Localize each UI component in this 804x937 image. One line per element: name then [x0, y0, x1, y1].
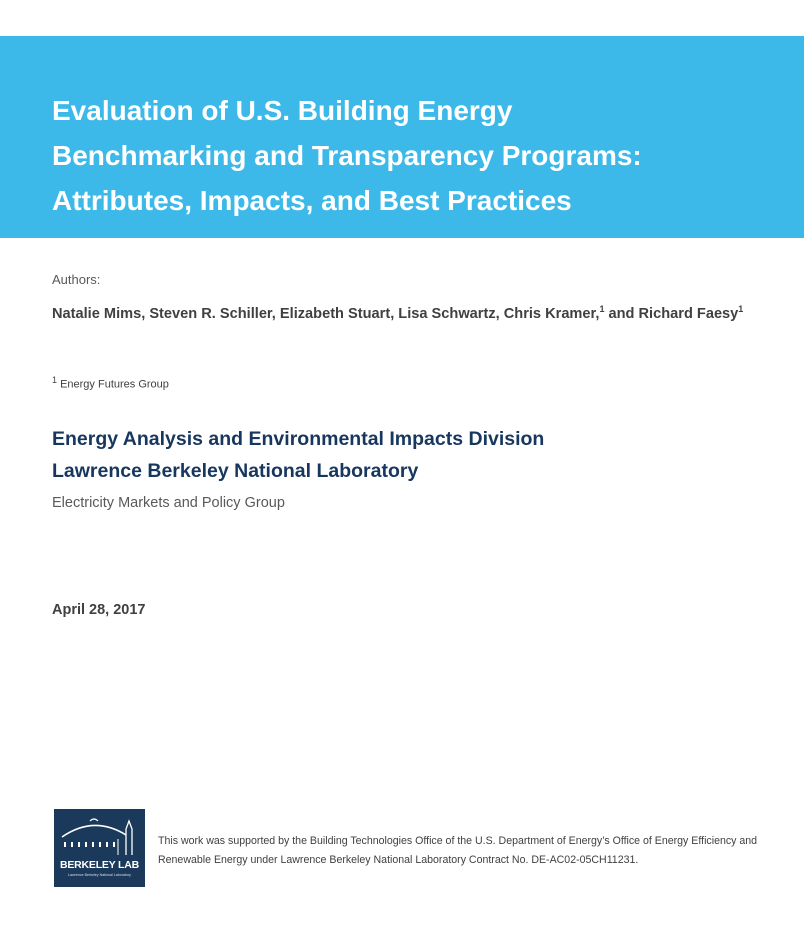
title-line: Evaluation of U.S. Building Energy — [52, 95, 513, 126]
footnote-text: Energy Futures Group — [57, 378, 169, 391]
author-list — [52, 298, 772, 325]
title-banner — [0, 36, 804, 238]
affiliation-footnote — [52, 375, 169, 391]
publication-date: April 28, 2017 — [52, 602, 146, 618]
division-line: Energy Analysis and Environmental Impacts Division — [52, 428, 545, 450]
division-heading — [52, 423, 544, 487]
campanile-icon — [54, 809, 145, 859]
author-names: and Richard Faesy — [604, 305, 739, 322]
footnote-marker: 1 — [52, 375, 58, 385]
title-line: Benchmarking and Transparency Programs: — [52, 140, 642, 171]
berkeley-lab-logo — [54, 809, 145, 887]
affiliation-marker: 1 — [738, 304, 744, 314]
logo-name: BERKELEY LAB — [59, 859, 140, 871]
document-title — [52, 88, 642, 223]
title-line: Attributes, Impacts, and Best Practices — [52, 185, 572, 216]
funding-statement: This work was supported by the Building Technologies Office of the U.S. Department of Energy’s Office of Energy Efficiency and Renewable Energy under Lawrence Berkeley National Laboratory Contract No. DE-AC02-05CH11231. — [158, 835, 758, 866]
logo-subtitle: Lawrence Berkeley National Laboratory — [68, 873, 131, 877]
authors-label: Authors: — [52, 272, 101, 287]
author-names: Natalie Mims, Steven R. Schiller, Elizabeth Stuart, Lisa Schwartz, Chris Kramer, — [52, 305, 600, 322]
group-name: Electricity Markets and Policy Group — [52, 495, 285, 511]
division-line: Lawrence Berkeley National Laboratory — [52, 460, 419, 482]
affiliation-marker: 1 — [599, 304, 605, 314]
